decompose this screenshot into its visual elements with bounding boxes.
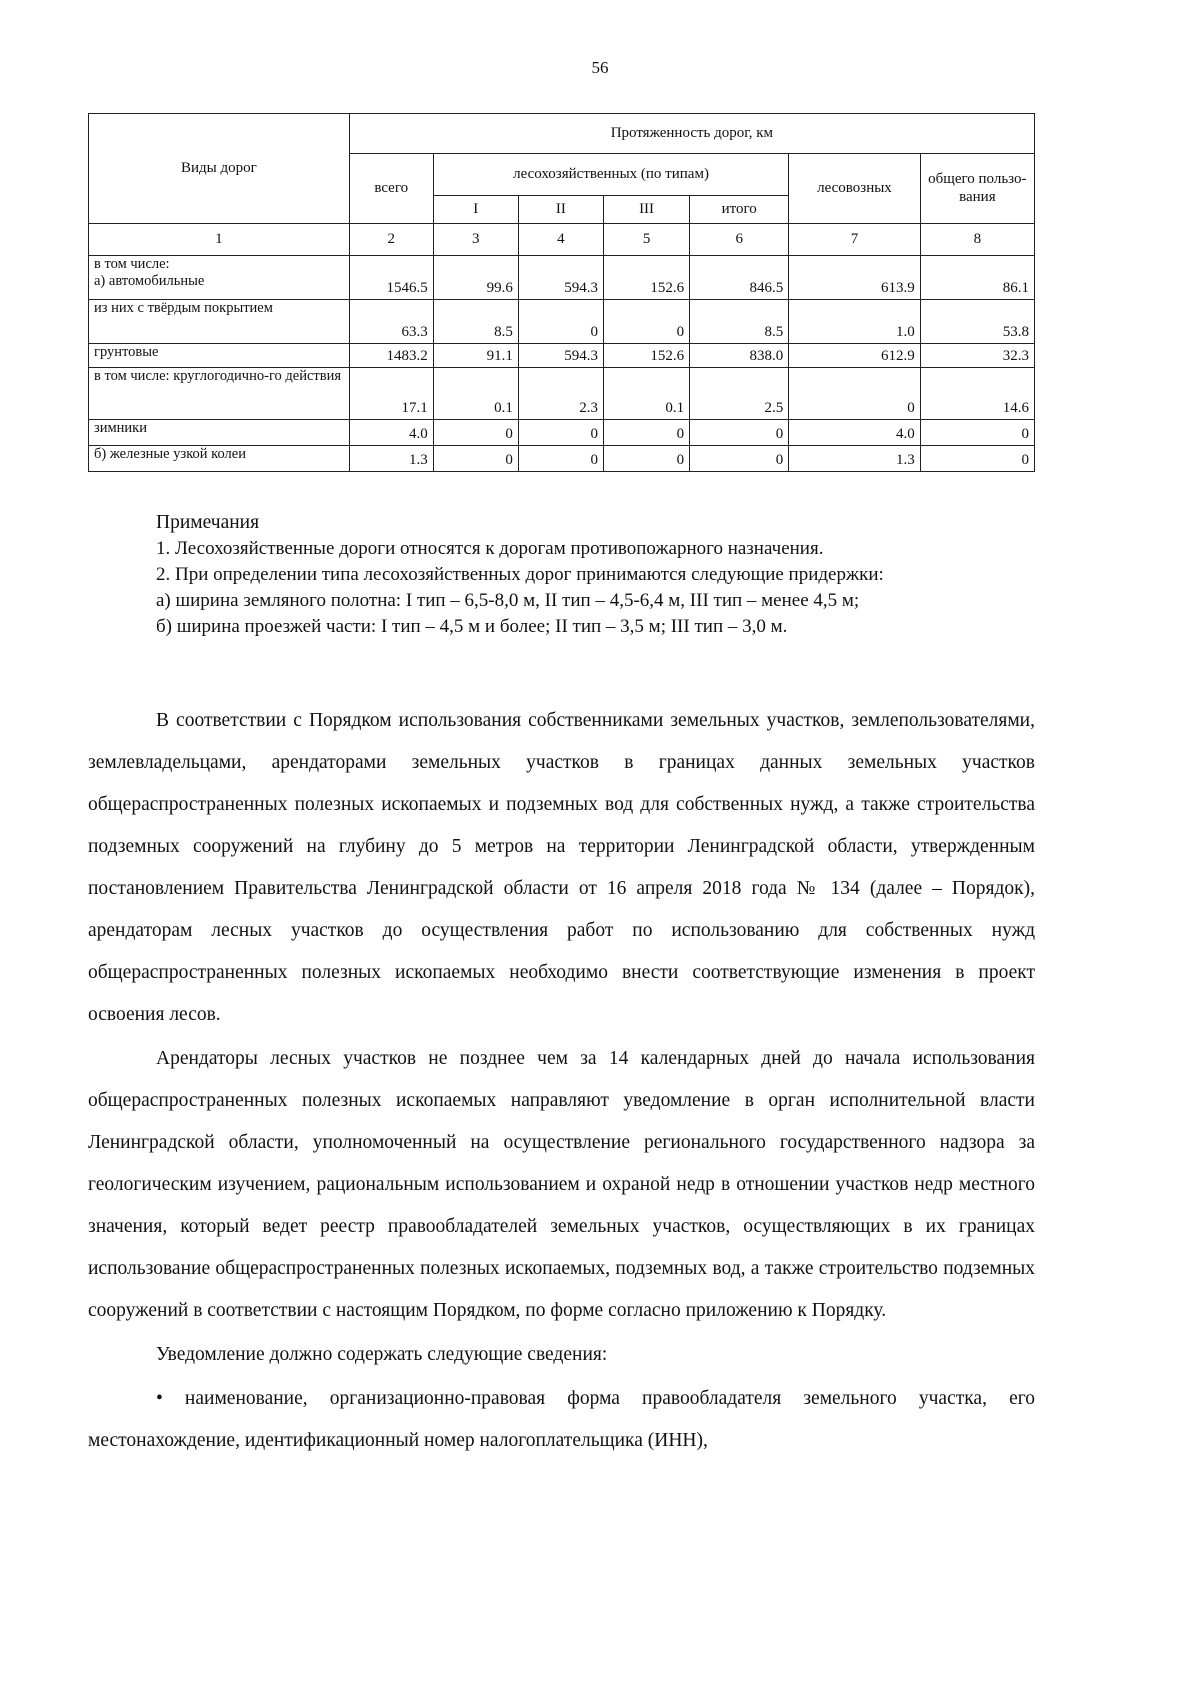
cell-total: 1546.5 <box>349 256 433 300</box>
row-label: б) железные узкой колеи <box>89 446 350 472</box>
cell-subtotal: 846.5 <box>690 256 789 300</box>
column-number: 8 <box>920 224 1034 256</box>
header-subtotal: итого <box>690 196 789 224</box>
cell-type2: 0 <box>518 446 603 472</box>
cell-subtotal: 0 <box>690 446 789 472</box>
table-row <box>89 368 1035 420</box>
note-2: 2. При определении типа лесохозяйственных дорог принимаются следующие придержки: <box>156 564 884 585</box>
paragraph-3: Уведомление должно содержать следующие сведения: <box>156 1344 608 1365</box>
cell-type1: 99.6 <box>433 256 518 300</box>
row-label: зимники <box>89 420 350 446</box>
header-public: общего пользо-вания <box>920 154 1034 224</box>
notes-section <box>88 510 1035 640</box>
header-total: всего <box>349 154 433 224</box>
cell-public: 32.3 <box>920 344 1034 368</box>
column-number-row <box>89 224 1035 256</box>
cell-type2: 594.3 <box>518 256 603 300</box>
cell-type2: 594.3 <box>518 344 603 368</box>
cell-type3: 0 <box>603 446 689 472</box>
note-2b: б) ширина проезжей части: I тип – 4,5 м и более; II тип – 3,5 м; III тип – 3,0 м. <box>156 616 788 637</box>
cell-type1: 91.1 <box>433 344 518 368</box>
table-row <box>89 256 1035 300</box>
column-number: 1 <box>89 224 350 256</box>
cell-logging: 613.9 <box>789 256 920 300</box>
row-label: грунтовые <box>89 344 350 368</box>
cell-logging: 1.0 <box>789 300 920 344</box>
cell-type1: 0 <box>433 446 518 472</box>
header-logging: лесовозных <box>789 154 920 224</box>
page-number: 56 <box>591 58 609 77</box>
header-forest: лесохозяйственных (по типам) <box>433 154 789 196</box>
cell-subtotal: 8.5 <box>690 300 789 344</box>
cell-type2: 0 <box>518 300 603 344</box>
column-number: 7 <box>789 224 920 256</box>
note-1: 1. Лесохозяйственные дороги относятся к дорогам противопожарного назначения. <box>156 538 824 559</box>
cell-total: 1483.2 <box>349 344 433 368</box>
row-label: из них с твёрдым покрытием <box>89 300 350 344</box>
column-number: 2 <box>349 224 433 256</box>
cell-subtotal: 0 <box>690 420 789 446</box>
cell-type3: 0 <box>603 420 689 446</box>
cell-public: 86.1 <box>920 256 1034 300</box>
cell-public: 53.8 <box>920 300 1034 344</box>
column-number: 3 <box>433 224 518 256</box>
row-label: в том числе: а) автомобильные <box>89 256 350 300</box>
cell-type3: 0.1 <box>603 368 689 420</box>
cell-logging: 1.3 <box>789 446 920 472</box>
cell-public: 0 <box>920 446 1034 472</box>
header-main: Протяженность дорог, км <box>349 114 1034 154</box>
header-type1: I <box>433 196 518 224</box>
table-row <box>89 300 1035 344</box>
cell-public: 0 <box>920 420 1034 446</box>
bullet-item: • наименование, организационно-правовая форма правообладателя земельного участка, его местонахождение, идентификационный номер налогоплательщика (ИНН), <box>88 1388 1035 1451</box>
note-2a: а) ширина земляного полотна: I тип – 6,5-8,0 м, II тип – 4,5-6,4 м, III тип – менее 4,5 м; <box>156 590 860 611</box>
cell-logging: 612.9 <box>789 344 920 368</box>
header-type2: II <box>518 196 603 224</box>
cell-type1: 0.1 <box>433 368 518 420</box>
cell-type1: 0 <box>433 420 518 446</box>
cell-total: 63.3 <box>349 300 433 344</box>
header-road-types: Виды дорог <box>89 114 350 224</box>
cell-type1: 8.5 <box>433 300 518 344</box>
cell-total: 17.1 <box>349 368 433 420</box>
cell-subtotal: 2.5 <box>690 368 789 420</box>
paragraph-2: Арендаторы лесных участков не позднее чем за 14 календарных дней до начала использования общераспространенных полезных ископаемых направляют уведомление в орган исполнительной власти Ленинградской области, уполномоченный на осуществление регионального государственного надзора за геологическим изучением, рациональным использованием и охраной недр в отношении участков недр местного значения, который ведет реестр правообладателей земельных участков, осуществляющих в их границах использование общераспространенных полезных ископаемых, подземных вод, а также строительство подземных сооружений в соответствии с настоящим Порядком, по форме согласно приложению к Порядку. <box>88 1048 1035 1321</box>
paragraph-1: В соответствии с Порядком использования собственниками земельных участков, землепользователями, землевладельцами, арендаторами земельных участков в границах данных земельных участков общераспространенных полезных ископаемых и подземных вод для собственных нужд, а также строительства подземных сооружений на глубину до 5 метров на территории Ленинградской области, утвержденным постановлением Правительства Ленинградской области от 16 апреля 2018 года № 134 (далее – Порядок), арендаторам лесных участков до осуществления работ по использованию для собственных нужд общераспространенных полезных ископаемых необходимо внести соответствующие изменения в проект освоения лесов. <box>88 710 1035 1025</box>
cell-total: 4.0 <box>349 420 433 446</box>
cell-type3: 152.6 <box>603 256 689 300</box>
column-number: 6 <box>690 224 789 256</box>
table-row <box>89 446 1035 472</box>
cell-type3: 0 <box>603 300 689 344</box>
column-number: 5 <box>603 224 689 256</box>
cell-subtotal: 838.0 <box>690 344 789 368</box>
column-number: 4 <box>518 224 603 256</box>
body-text <box>88 700 1035 1464</box>
roads-table <box>88 113 1035 472</box>
notes-title: Примечания <box>156 512 260 533</box>
cell-type2: 2.3 <box>518 368 603 420</box>
cell-type2: 0 <box>518 420 603 446</box>
cell-logging: 4.0 <box>789 420 920 446</box>
cell-logging: 0 <box>789 368 920 420</box>
table-row <box>89 420 1035 446</box>
cell-public: 14.6 <box>920 368 1034 420</box>
cell-type3: 152.6 <box>603 344 689 368</box>
header-type3: III <box>603 196 689 224</box>
cell-total: 1.3 <box>349 446 433 472</box>
row-label: в том числе: круглогодично-го действия <box>89 368 350 420</box>
table-row <box>89 344 1035 368</box>
